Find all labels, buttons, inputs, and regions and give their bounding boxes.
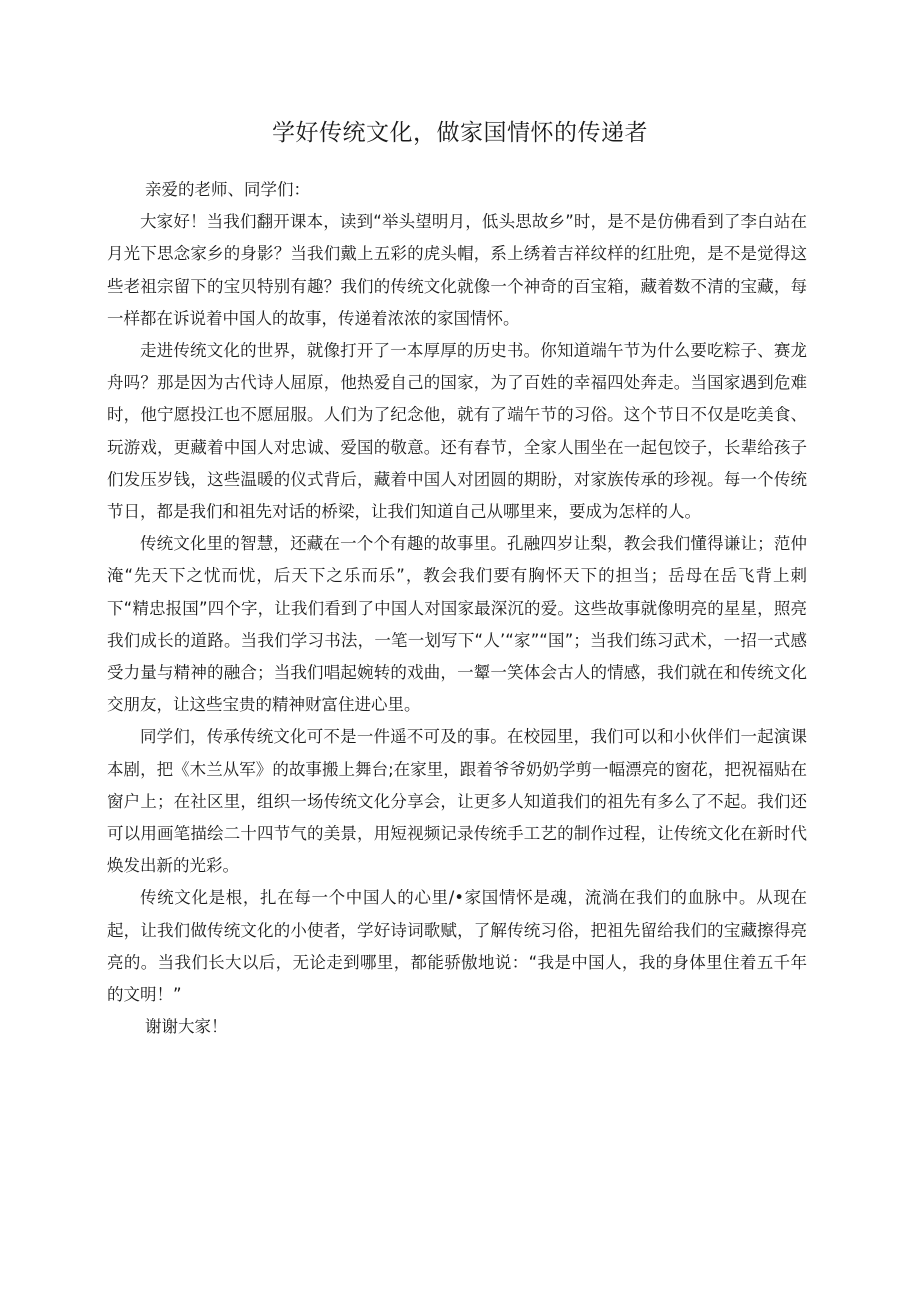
- paragraph-inheritance: 同学们，传承传统文化可不是一件遥不可及的事。在校园里，我们可以和小伙伴们一起演课本剧，把《木兰从军》的故事搬上舞台;在家里，跟着爷爷奶奶学剪一幅漂亮的窗花，把祝福贴在窗户上；在社区里，组织一场传统文化分享会，让更多人知道我们的祖先有多么了不起。我们还可以用画笔描绘二十四节气的美景，用短视频记录传统手工艺的制作过程，让传统文化在新时代焕发出新的光彩。: [107, 727, 807, 876]
- paragraph-stories: 传统文化里的智慧，还藏在一个个有趣的故事里。孔融四岁让梨，教会我们懂得谦让；范仲淹“先天下之忧而忧，后天下之乐而乐”，教会我们要有胸怀天下的担当；岳母在岳飞背上刺下“精忠报国”四个字，让我们看到了中国人对国家最深沉的爱。这些故事就像明亮的星星，照亮我们成长的道路。当我们学习书法，一笔一划写下“人’“家”“国”；当我们练习武术，一招一式感受力量与精神的融合；当我们唱起婉转的戏曲，一颦一笑体会古人的情感，我们就在和传统文化交朋友，让这些宝贵的精神财富住进心里。: [107, 534, 807, 715]
- paragraph-greeting: 大家好！当我们翻开课本，读到“举头望明月，低头思故乡”时，是不是仿佛看到了李白站在月光下思念家乡的身影？当我们戴上五彩的虎头帽，系上绣着吉祥纹样的红肚兜，是不是觉得这些老祖宗留下的宝贝特别有趣？我们的传统文化就像一个神奇的百宝箱，藏着数不清的宝藏，每一样都在诉说着中国人的故事，传递着浓浓的家国情怀。: [107, 212, 807, 328]
- document-body: [107, 174, 807, 1043]
- document-title: 学好传统文化，做家国情怀的传递者: [272, 120, 648, 146]
- closing: 谢谢大家！: [144, 1017, 228, 1037]
- salutation: 亲爱的老师、同学们：: [144, 180, 310, 199]
- paragraph-festivals: 走进传统文化的世界，就像打开了一本厚厚的历史书。你知道端午节为什么要吃粽子、赛龙舟吗？那是因为古代诗人屈原，他热爱自己的国家，为了百姓的幸福四处奔走。当国家遇到危难时，他宁愿投江也不愿屈服。人们为了纪念他，就有了端午节的习俗。这个节日不仅是吃美食、玩游戏，更藏着中国人对忠诚、爱国的敬意。还有春节，全家人围坐在一起包饺子，长辈给孩子们发压岁钱，这些温暖的仪式背后，藏着中国人对团圆的期盼，对家族传承的珍视。每一个传统节日，都是我们和祖先对话的桥梁，让我们知道自己从哪里来，要成为怎样的人。: [107, 341, 807, 522]
- paragraph-conclusion: 传统文化是根，扎在每一个中国人的心里/•家国情怀是魂，流淌在我们的血脉中。从现在起，让我们做传统文化的小使者，学好诗词歌赋，了解传统习俗，把祖先留给我们的宝藏擦得亮亮的。当我们长大以后，无论走到哪里，都能骄傲地说：“我是中国人，我的身体里住着五千年的文明！”: [107, 888, 807, 1005]
